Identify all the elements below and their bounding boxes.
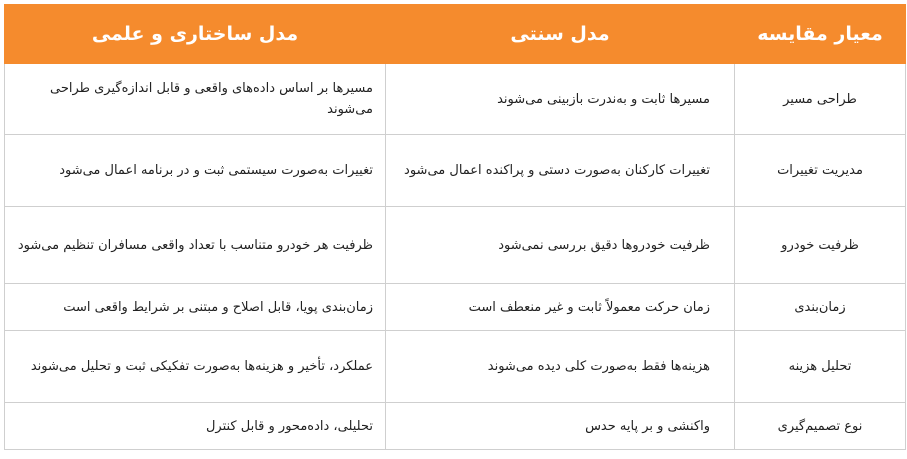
structured-cell: مسیرها بر اساس داده‌های واقعی و قابل اندازه‌گیری طراحی می‌شوند [5,64,386,135]
header-criterion: معیار مقایسه [735,5,906,64]
traditional-cell: واکنشی و بر پایه حدس [386,403,735,450]
criterion-cell: ظرفیت خودرو [735,207,906,284]
structured-cell: تغییرات به‌صورت سیستمی ثبت و در برنامه اعمال می‌شود [5,135,386,207]
criterion-cell: تحلیل هزینه [735,331,906,403]
traditional-cell: مسیرها ثابت و به‌ندرت بازبینی می‌شوند [386,64,735,135]
traditional-cell: تغییرات کارکنان به‌صورت دستی و پراکنده اعمال می‌شود [386,135,735,207]
table-row [5,331,906,403]
table-row [5,403,906,450]
header-traditional-model: مدل سنتی [386,5,735,64]
table-row [5,135,906,207]
comparison-table [4,4,906,450]
traditional-cell: ظرفیت خودروها دقیق بررسی نمی‌شود [386,207,735,284]
structured-cell: عملکرد، تأخیر و هزینه‌ها به‌صورت تفکیکی ثبت و تحلیل می‌شوند [5,331,386,403]
traditional-cell: هزینه‌ها فقط به‌صورت کلی دیده می‌شوند [386,331,735,403]
criterion-cell: طراحی مسیر [735,64,906,135]
table-row [5,284,906,331]
traditional-cell: زمان حرکت معمولاً ثابت و غیر منعطف است [386,284,735,331]
structured-cell: ظرفیت هر خودرو متناسب با تعداد واقعی مسافران تنظیم می‌شود [5,207,386,284]
criterion-cell: نوع تصمیم‌گیری [735,403,906,450]
table-header-row [5,5,906,64]
criterion-cell: زمان‌بندی [735,284,906,331]
header-structured-model: مدل ساختاری و علمی [5,5,386,64]
structured-cell: تحلیلی، داده‌محور و قابل کنترل [5,403,386,450]
table-row [5,207,906,284]
criterion-cell: مدیریت تغییرات [735,135,906,207]
structured-cell: زمان‌بندی پویا، قابل اصلاح و مبتنی بر شرایط واقعی است [5,284,386,331]
comparison-table-container [4,4,902,454]
table-row [5,64,906,135]
